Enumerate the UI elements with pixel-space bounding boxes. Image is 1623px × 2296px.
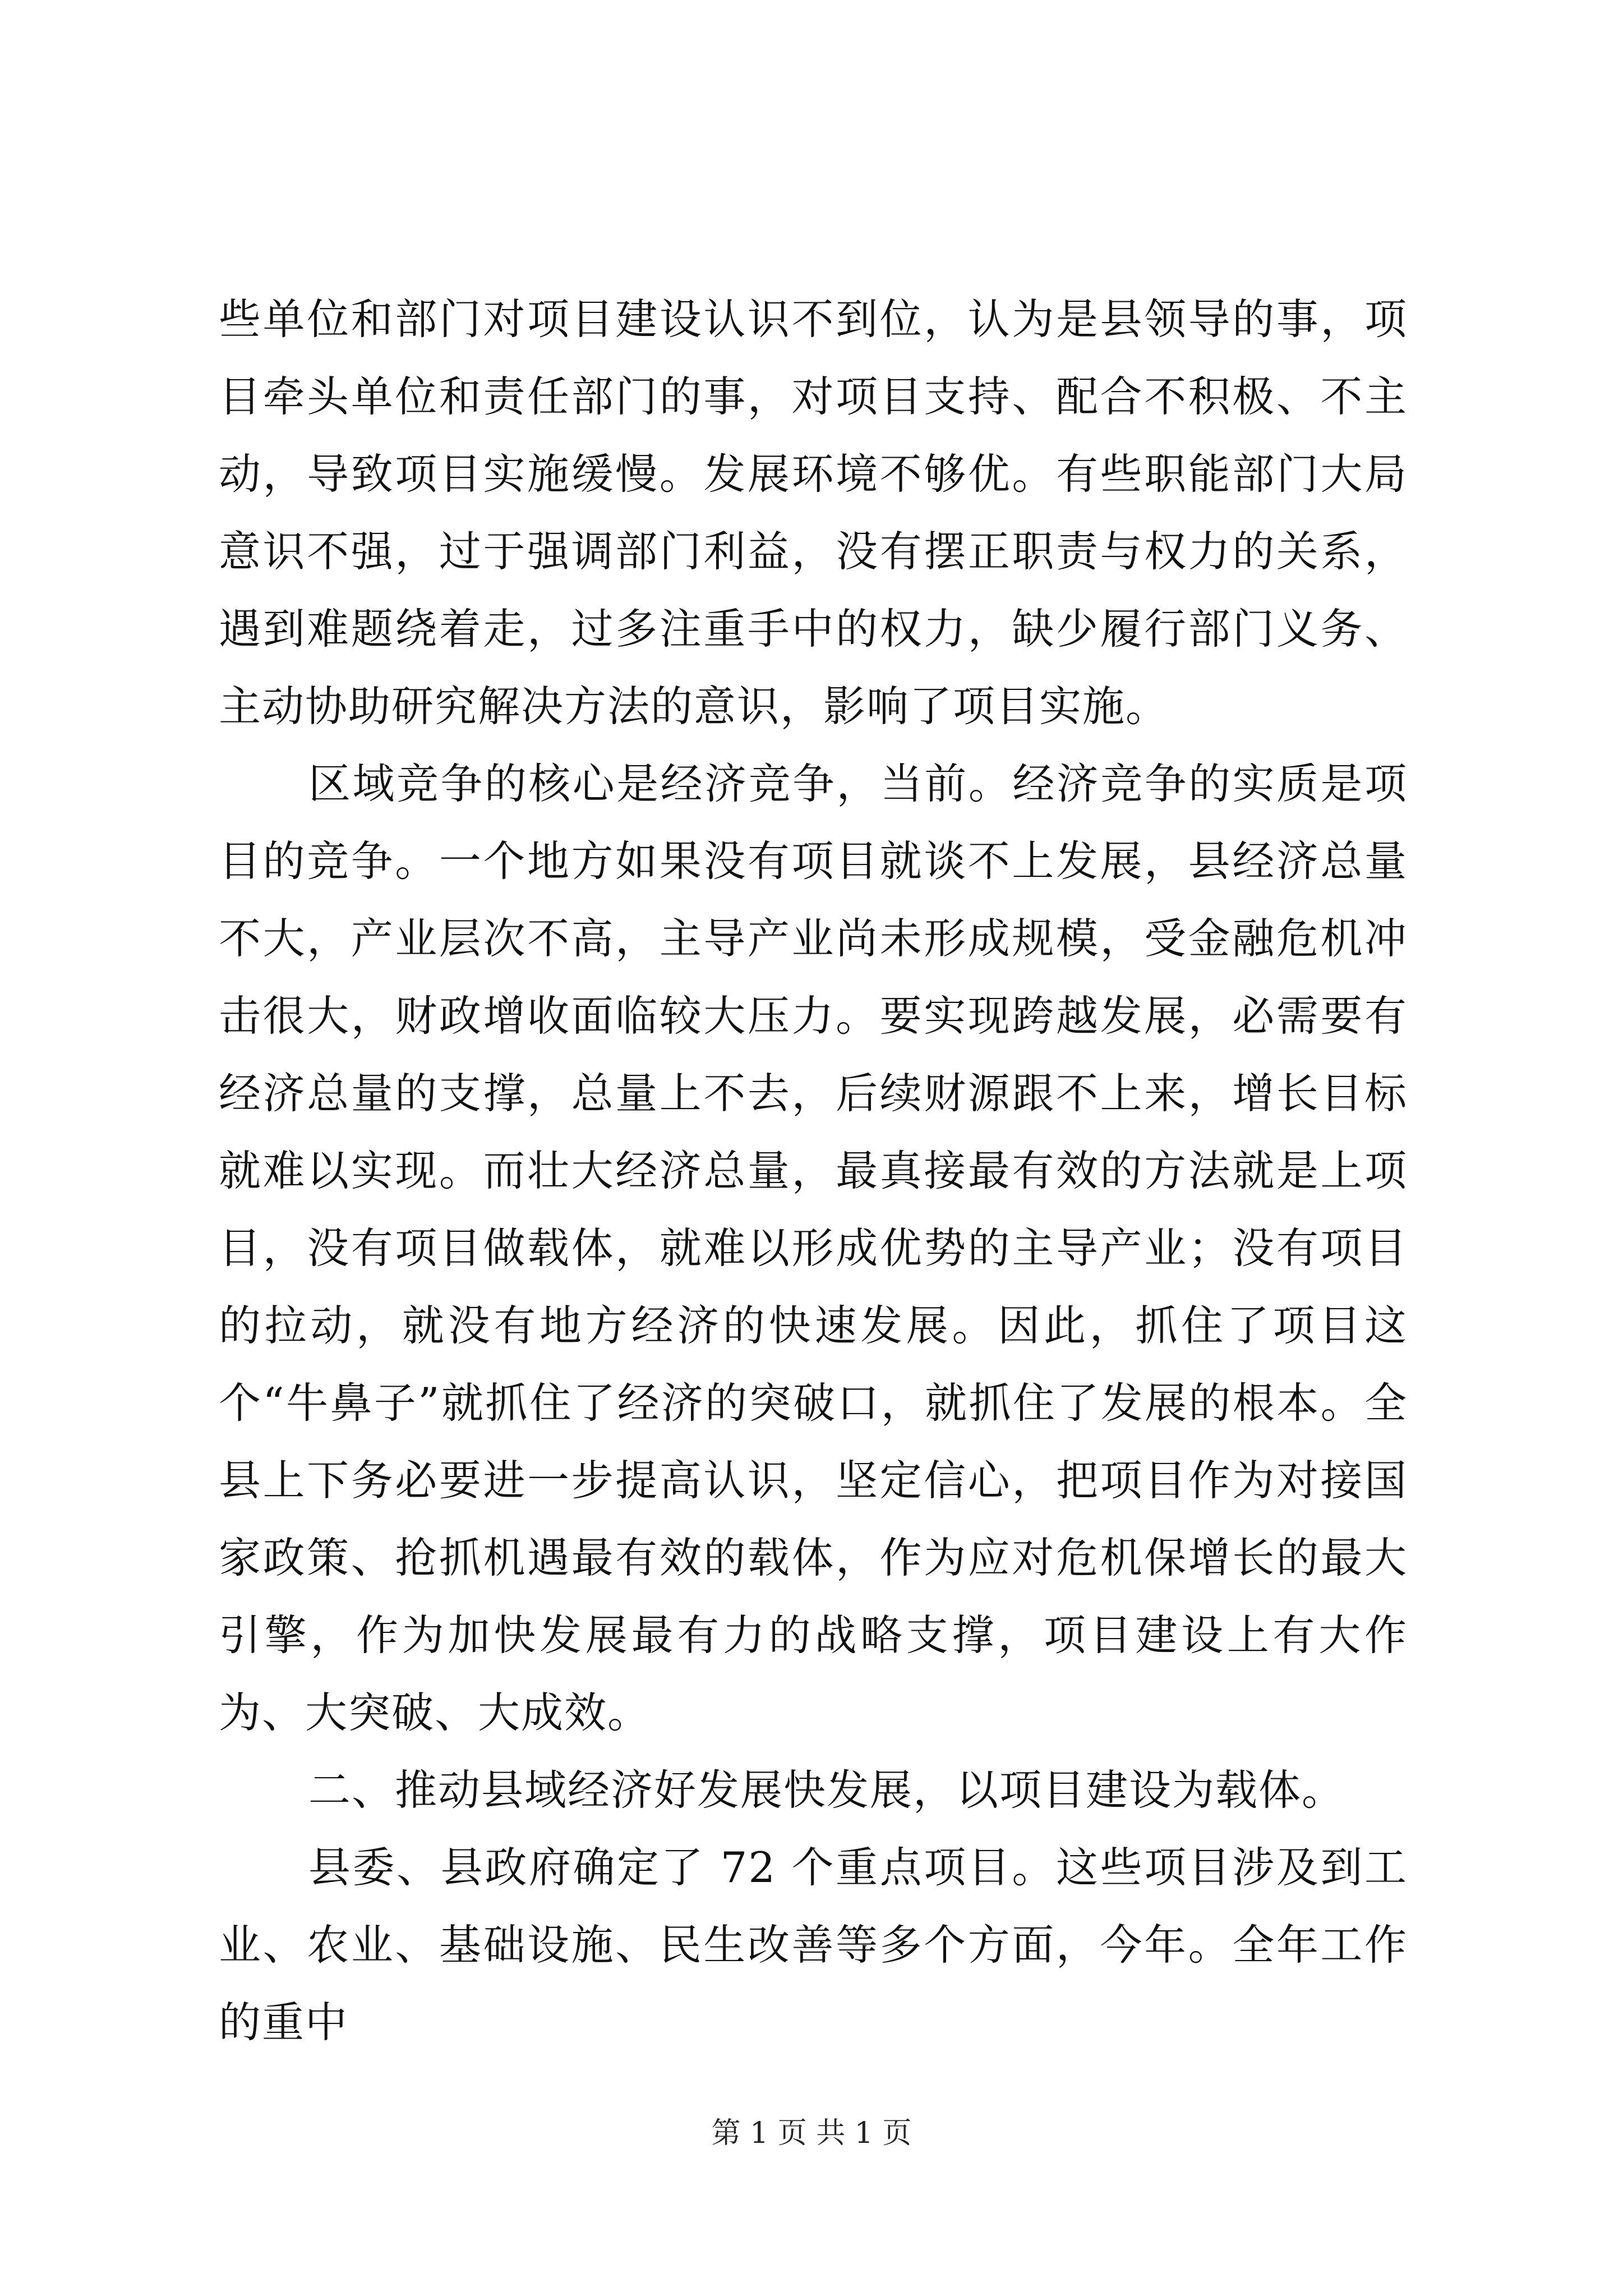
paragraph-1: 些单位和部门对项目建设认识不到位，认为是县领导的事，项目牵头单位和责任部门的事，对项目支持、配合不积极、不主动，导致项目实施缓慢。发展环境不够优。有些职能部门大局意识不强，过于强调部门利益，没有摆正职责与权力的关系，遇到难题绕着走，过多注重手中的权力，缺少履行部门义务、主动协助研究解决方法的意识，影响了项目实施。: [219, 295, 1408, 731]
page-footer: 第 1 页 共 1 页: [711, 2116, 912, 2150]
paragraph-3: 县委、县政府确定了 72 个重点项目。这些项目涉及到工业、农业、基础设施、民生改善等多个方面，今年。全年工作的重中: [219, 1843, 1408, 2047]
document-body: [219, 280, 1408, 2061]
paragraph-2: 区域竞争的核心是经济竞争，当前。经济竞争的实质是项目的竞争。一个地方如果没有项目就谈不上发展，县经济总量不大，产业层次不高，主导产业尚未形成规模，受金融危机冲击很大，财政增收面临较大压力。要实现跨越发展，必需要有经济总量的支撑，总量上不去，后续财源跟不上来，增长目标就难以实现。而壮大经济总量，最真接最有效的方法就是上项目，没有项目做载体，就难以形成优势的主导产业；没有项目的拉动，就没有地方经济的快速发展。因此，抓住了项目这个“牛鼻子”就抓住了经济的突破口，就抓住了发展的根本。全县上下务必要进一步提高认识，坚定信心，把项目作为对接国家政策、抢抓机遇最有效的载体，作为应对危机保增长的最大引擎，作为加快发展最有力的战略支撑，项目建设上有大作为、大突破、大成效。: [219, 759, 1408, 1737]
section-heading: 二、推动县域经济好发展快发展，以项目建设为载体。: [308, 1765, 1345, 1815]
